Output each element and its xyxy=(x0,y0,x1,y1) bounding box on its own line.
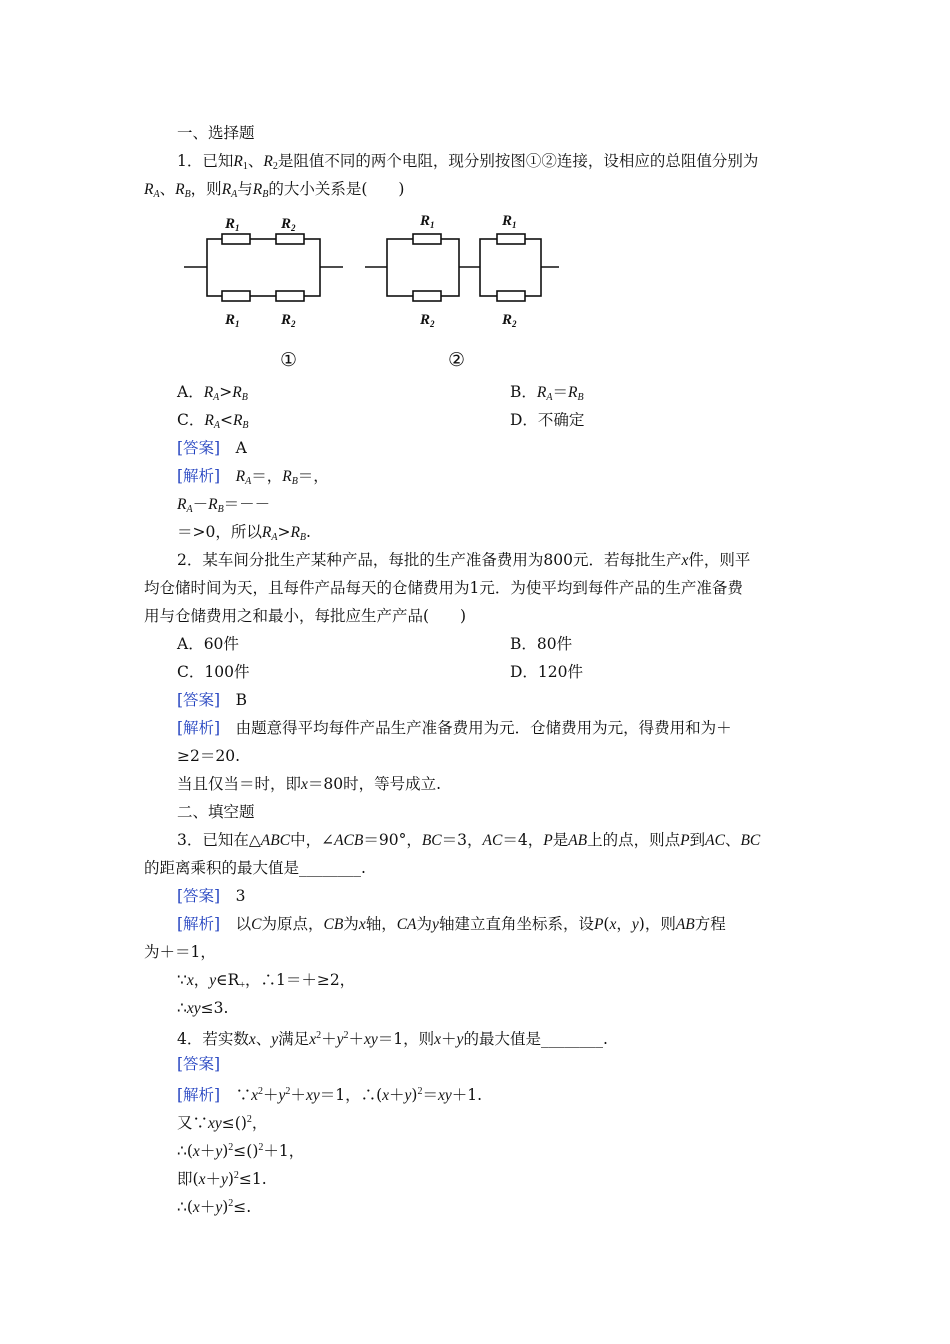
label-c1-bottom-r1: R xyxy=(225,312,236,328)
resistor-c1-top-r2 xyxy=(276,234,304,244)
q1-option-c: C．$R_A<R_B$ xyxy=(177,411,249,431)
label-c1-bottom-r1-sub: 1 xyxy=(235,319,240,329)
q1-answer: [答案] A xyxy=(177,439,247,457)
q4-analysis-line1: [解析] $\because x^2+y^2+xy=1$，$\therefore(x+y)^2=xy+1$. xyxy=(177,1086,483,1104)
answer-label: [答案] xyxy=(177,887,221,905)
svg-text:R1 xyxy=(501,213,517,230)
q3-analysis-line4: ∴xy≤3. xyxy=(177,999,229,1017)
q4-analysis-line4: 即$(x+y)^2\le 1$. xyxy=(177,1170,267,1188)
label-c1-top-r2-sub: 2 xyxy=(291,223,296,233)
q3-answer: [答案] 3 xyxy=(177,887,246,905)
q1-option-a: A．$R_A>R_B$ xyxy=(177,383,248,403)
label-c1-top-r1: R xyxy=(225,216,236,232)
resistor-c2b-bottom-r2 xyxy=(497,291,525,301)
q3-analysis-line2: 为＋＝1， xyxy=(144,943,216,961)
q1-stem-line2: $R_A$、$R_B$，则$R_A$与$R_B$的大小关系是( ) xyxy=(144,180,405,200)
q1-option-d: D．不确定 xyxy=(510,411,585,429)
q3-analysis-line1: [解析] 以C为原点，CB为x轴，CA为y轴建立直角坐标系，设P(x，y)，则AB方程 xyxy=(177,915,726,933)
q4-answer xyxy=(177,1054,220,1074)
q2-option-c: C．100件 xyxy=(177,663,250,681)
q2-option-a: A．60件 xyxy=(177,635,239,653)
resistor-c2b-top-r1 xyxy=(497,234,525,244)
answer-label: [答案] xyxy=(177,1055,221,1073)
answer-label: [答案] xyxy=(177,691,221,709)
q4-analysis-line3: $\therefore(x+y)^2\le()^2+1$， xyxy=(177,1142,305,1160)
q2-analysis-line3: 当且仅当＝时，即x＝80时，等号成立. xyxy=(177,775,442,793)
svg-text:R1 xyxy=(224,216,240,233)
label-c2b-top-r1: R xyxy=(502,213,513,229)
q3-stem-line1: 3．已知在△ABC中，∠ACB＝90°，BC＝3，AC＝4，P是AB上的点，则点P到AC、BC xyxy=(177,831,761,849)
q1-analysis-line1: [解析] $R_A=$，$R_B=$， xyxy=(177,467,329,487)
resistor-c1-bottom-r1 xyxy=(222,291,250,301)
q2-analysis-line2: ≥2＝20. xyxy=(177,747,240,765)
q1-option-b: B．$R_A=R_B$ xyxy=(510,383,584,403)
q4-stem: 4．若实数x、y满足$x^2+y^2+xy=1$，则x＋y的最大值是________. xyxy=(177,1030,608,1048)
q2-stem-line3: 用与仓储费用之和最小，每批应生产产品( ) xyxy=(144,607,467,625)
circuit-diagram xyxy=(180,205,570,375)
svg-text:R2 xyxy=(419,312,435,329)
svg-text:R2 xyxy=(280,312,296,329)
svg-text:R2 xyxy=(280,216,296,233)
q2-stem-line1: 2．某车间分批生产某种产品，每批的生产准备费用为800元．若每批生产x件，则平 xyxy=(177,551,751,569)
label-c1-bottom-r2-sub: 2 xyxy=(291,319,296,329)
label-c2a-top-r1-sub: 1 xyxy=(430,220,435,230)
q1-analysis-line3: ＝>0，所以$R_A>R_B$. xyxy=(177,523,311,543)
q2-option-d: D．120件 xyxy=(510,663,584,681)
analysis-label: [解析] xyxy=(177,719,221,737)
q2-option-b: B．80件 xyxy=(510,635,573,653)
q2-stem-line2: 均仓储时间为天，且每件产品每天的仓储费用为1元．为使平均到每件产品的生产准备费 xyxy=(144,579,743,597)
resistor-c2a-top-r1 xyxy=(413,234,441,244)
resistor-c1-top-r1 xyxy=(222,234,250,244)
section-heading-fill: 二、填空题 xyxy=(177,803,255,821)
svg-text:R1 xyxy=(224,312,240,329)
q2-analysis-line1: [解析] 由题意得平均每件产品生产准备费用为元．仓储费用为元，得费用和为＋ xyxy=(177,719,732,737)
q4-analysis-line2: 又∵xy≤()$^2$， xyxy=(177,1114,268,1132)
label-c1-top-r2: R xyxy=(281,216,292,232)
figure-label-1: ① xyxy=(280,350,298,371)
svg-text:R2 xyxy=(501,312,517,329)
label-c2a-bottom-r2: R xyxy=(420,312,431,328)
analysis-label: [解析] xyxy=(177,1086,221,1104)
analysis-label: [解析] xyxy=(177,467,221,485)
q4-analysis-line5: $\therefore(x+y)^2\le$. xyxy=(177,1198,252,1216)
label-c1-bottom-r2: R xyxy=(281,312,292,328)
q2-answer: [答案] B xyxy=(177,691,248,709)
label-c2a-top-r1: R xyxy=(420,213,431,229)
label-c2b-bottom-r2: R xyxy=(502,312,513,328)
q3-analysis-line3: ∵x，y∈R+，∴1＝＋≥2， xyxy=(177,971,356,991)
section-heading-choice: 一、选择题 xyxy=(177,124,255,142)
resistor-c1-bottom-r2 xyxy=(276,291,304,301)
answer-label: [答案] xyxy=(177,439,221,457)
figure-label-2: ② xyxy=(448,350,466,371)
label-c2a-bottom-r2-sub: 2 xyxy=(430,319,435,329)
resistor-c2a-bottom-r2 xyxy=(413,291,441,301)
label-c2b-bottom-r2-sub: 2 xyxy=(512,319,517,329)
label-c2b-top-r1-sub: 1 xyxy=(512,220,517,230)
svg-text:R1 xyxy=(419,213,435,230)
analysis-label: [解析] xyxy=(177,915,221,933)
q1-analysis-line2: $R_A-R_B=--$ xyxy=(177,495,271,515)
label-c1-top-r1-sub: 1 xyxy=(235,223,240,233)
q1-stem-line1: 1．已知R1、R2是阻值不同的两个电阻，现分别按图①②连接，设相应的总阻值分别为 xyxy=(177,152,759,172)
q3-stem-line2: 的距离乘积的最大值是________. xyxy=(144,859,366,877)
